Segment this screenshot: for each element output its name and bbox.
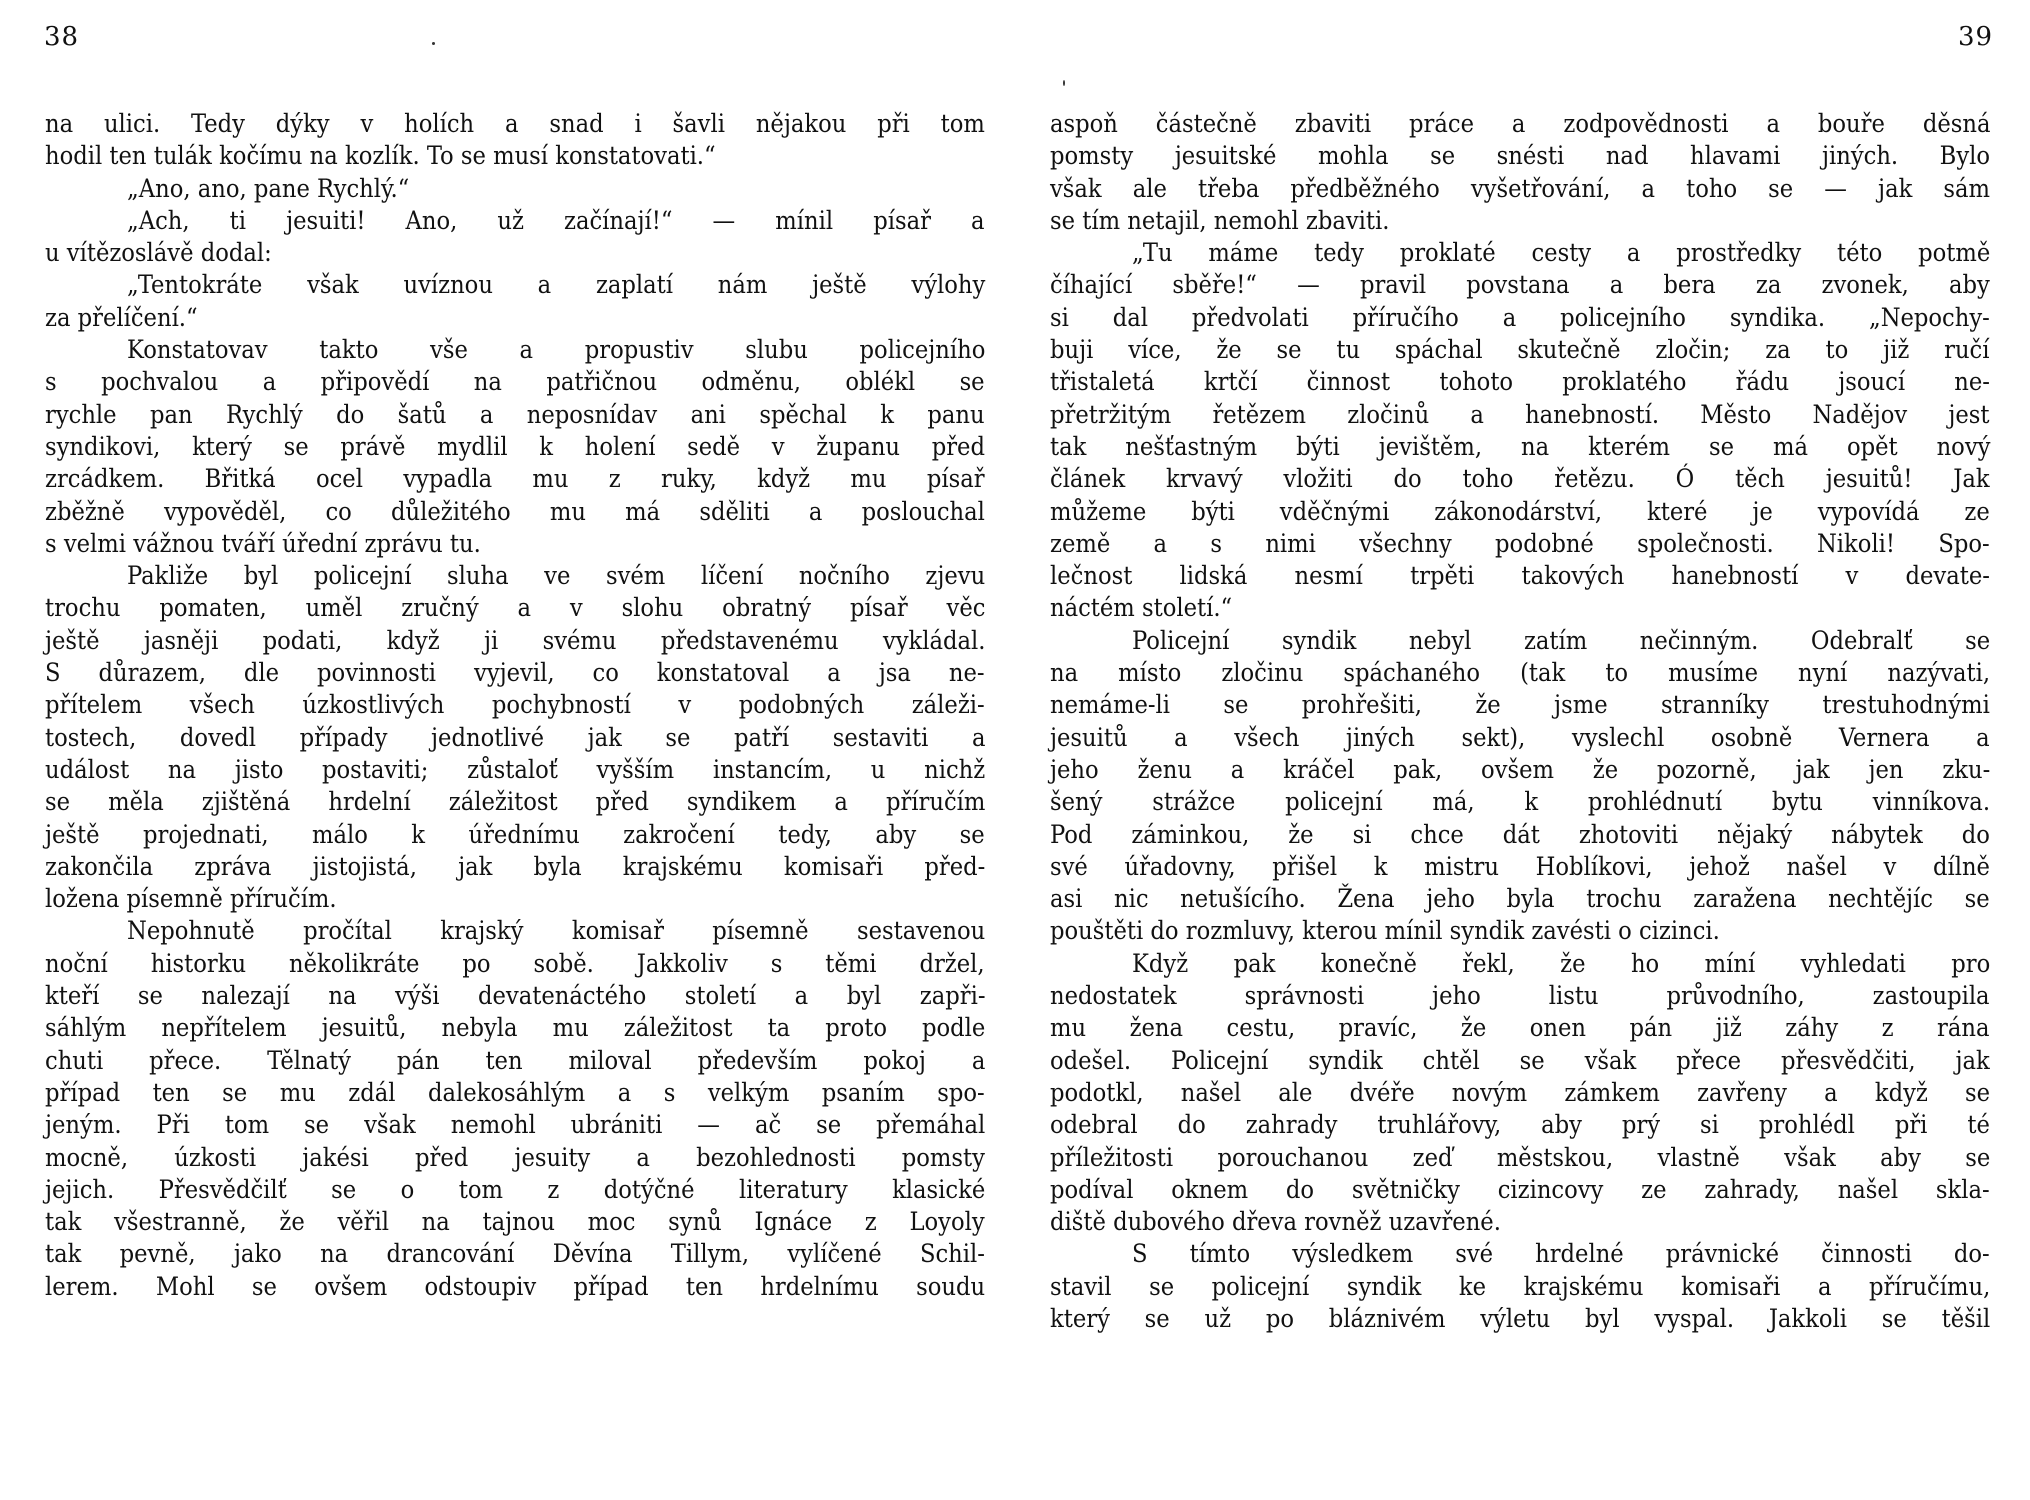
text-line: „Tu máme tedy proklaté cesty a prostředky této potmě — [1132, 238, 1991, 268]
text-line: ještě jasněji podati, když ji svému představenému vykládal. — [45, 625, 986, 655]
text-line: podíval oknem do světničky cizincovy ze zahrady, našel skla- — [1050, 1174, 1990, 1204]
text-line: ještě projednati, málo k úřednímu zakročení tedy, aby se — [45, 819, 985, 849]
text-line: hodil ten tulák kočímu na kozlík. To se musí konstatovati.“ — [45, 141, 716, 171]
text-line: s velmi vážnou tváří úřední zprávu tu. — [45, 528, 481, 558]
print-speck — [432, 42, 435, 45]
text-line: se měla zjištěná hrdelní záležitost před syndikem a příručím — [45, 787, 986, 817]
text-line: stavil se policejní syndik ke krajskému komisaři a příručímu, — [1050, 1271, 1991, 1301]
text-line: náctém století.“ — [1050, 593, 1233, 623]
text-line: Pod záminkou, že si chce dát zhotoviti nějaký nábytek do — [1050, 819, 1990, 849]
text-line: mocně, úzkosti jakési před jesuity a bezohlednosti pomsty — [45, 1142, 985, 1172]
text-line: kteří se nalezají na výši devatenáctého století a byl zapři- — [45, 981, 986, 1011]
text-line: s pochvalou a připovědí na patřičnou odměnu, oblékl se — [45, 367, 985, 397]
text-line: odešel. Policejní syndik chtěl se však přece přesvědčiti, jak — [1050, 1045, 1990, 1075]
left-page-text — [45, 108, 985, 1303]
text-line: přetržitým řetězem zločinů a hanebností. Město Nadějov jest — [1050, 399, 1990, 429]
print-speck — [1063, 80, 1065, 86]
text-line: lerem. Mohl se ovšem odstoupiv případ ten hrdelnímu soudu — [45, 1271, 986, 1301]
text-line: u vítězoslávě dodal: — [45, 238, 272, 268]
text-line: se tím netajil, nemohl zbaviti. — [1050, 205, 1390, 235]
text-line: zrcádkem. Břitká ocel vypadla mu z ruky, když mu písař — [45, 464, 985, 494]
text-line: tak všestranně, že věřil na tajnou moc synů Ignáce z Loyoly — [45, 1207, 985, 1237]
text-line: noční historku několikráte po sobě. Jakkoliv s těmi držel, — [45, 948, 985, 978]
text-line: pomsty jesuitské mohla se snésti nad hlavami jiných. Bylo — [1050, 141, 1991, 171]
text-line: asi nic netušícího. Žena jeho byla trochu zaražena nechtějíc se — [1050, 884, 1990, 914]
text-line: Policejní syndik nebyl zatím nečinným. Odebralť se — [1132, 625, 1991, 655]
text-line: mu žena cestu, pravíc, že onen pán již záhy z rána — [1050, 1013, 1990, 1043]
text-line: zběžně vypověděl, co důležitého mu má sděliti a poslouchal — [45, 496, 985, 526]
text-line: aspoň částečně zbaviti práce a zodpovědnosti a bouře děsná — [1050, 109, 1991, 138]
text-line: číhající sběře!“ — pravil povstana a bera za zvonek, aby — [1050, 270, 1990, 300]
text-line: Konstatovav takto vše a propustiv slubu policejního — [127, 335, 986, 365]
text-line: přítelem všech úzkostlivých pochybností v podobných záleži- — [45, 690, 985, 720]
text-line: diště dubového dřeva rovněž uzavřené. — [1050, 1207, 1501, 1237]
text-line: pouštěti do rozmluvy, kterou mínil syndik zavésti o cizinci. — [1050, 916, 1720, 946]
text-line: sáhlým nepřítelem jesuitů, nebyla mu záležitost ta proto podle — [45, 1013, 986, 1043]
text-line: syndikovi, který se právě mydlil k holení sedě v županu před — [45, 431, 985, 461]
text-line: trochu pomaten, uměl zručný a v slohu obratný písař věc — [45, 593, 986, 623]
text-line: Když pak konečně řekl, že ho míní vyhledati pro — [1132, 948, 1991, 978]
right-page-text — [1050, 108, 1990, 1335]
text-line: Pakliže byl policejní sluha ve svém líčení nočního zjevu — [127, 561, 986, 591]
text-line: za přelíčení.“ — [45, 302, 198, 332]
text-line: podotkl, našel ale dvéře novým zámkem zavřeny a když se — [1050, 1077, 1991, 1107]
text-line: Nepohnutě pročítal krajský komisař písemně sestavenou — [127, 916, 986, 946]
page-number-left: 38 — [44, 22, 80, 52]
text-line: událost na jisto postaviti; zůstaloť vyšším instancím, u nichž — [45, 754, 986, 784]
text-line: „Ach, ti jesuiti! Ano, už začínají!“ — mínil písař a — [127, 205, 985, 235]
text-line: však ale třeba předběžného vyšetřování, a toho se — jak sám — [1050, 173, 1991, 203]
text-line: „Ano, ano, pane Rychlý.“ — [127, 173, 410, 203]
text-line: šený strážce policejní má, k prohlédnutí bytu vinníkova. — [1050, 787, 1991, 817]
text-line: jejich. Přesvědčilť se o tom z dotýčné literatury klasické — [45, 1174, 986, 1204]
text-line: rychle pan Rychlý do šatů a neposnídav ani spěchal k panu — [45, 399, 985, 429]
text-line: na místo zločinu spáchaného (tak to musíme nyní nazývati, — [1050, 658, 1991, 688]
text-line: příležitosti porouchanou zeď městskou, vlastně však aby se — [1050, 1142, 1991, 1172]
text-line: jeným. Při tom se však nemohl ubrániti — ač se přemáhal — [45, 1110, 986, 1140]
text-line: buji více, že se tu spáchal skutečně zločin; za to již ručí — [1050, 335, 1990, 365]
text-line: jesuitů a všech jiných sekt), vyslechl osobně Vernera a — [1050, 722, 1990, 752]
text-line: třistaletá krtčí činnost tohoto proklatého řádu jsoucí ne- — [1050, 367, 1990, 397]
text-line: na ulici. Tedy dýky v holích a snad i šavli nějakou při tom — [45, 109, 985, 138]
text-line: S tímto výsledkem své hrdelné právnické činnosti do- — [1132, 1239, 1990, 1269]
text-line: případ ten se mu zdál dalekosáhlým a s velkým psaním spo- — [45, 1077, 985, 1107]
text-line: tak nešťastným býti jevištěm, na kterém se má opět nový — [1050, 431, 1991, 461]
text-line: odebral do zahrady truhlářovy, aby prý si prohlédl při té — [1050, 1110, 1990, 1140]
text-line: „Tentokráte však uvíznou a zaplatí nám ještě výlohy — [127, 270, 986, 300]
text-line: můžeme býti vděčnými zákonodárství, které je vypovídá ze — [1050, 496, 1990, 526]
text-line: země a s nimi všechny podobné společnosti. Nikoli! Spo- — [1050, 528, 1990, 558]
text-line: zakončila zpráva jistojistá, jak byla krajskému komisaři před- — [45, 851, 986, 881]
text-line: jeho ženu a kráčel pak, ovšem že pozorně, jak jen zku- — [1050, 754, 1991, 784]
text-line: tostech, dovedl případy jednotlivé jak se patří sestaviti a — [45, 722, 986, 752]
text-line: který se už po bláznivém výletu byl vyspal. Jakkoli se těšil — [1050, 1303, 1991, 1333]
text-line: S důrazem, dle povinnosti vyjevil, co konstatoval a jsa ne- — [45, 658, 985, 688]
text-line: nedostatek správnosti jeho listu průvodního, zastoupila — [1050, 981, 1990, 1011]
text-line: nemáme-li se prohřešiti, že jsme stranníky trestuhodnými — [1050, 690, 1990, 720]
text-line: chuti přece. Tělnatý pán ten miloval především pokoj a — [45, 1045, 986, 1075]
page-number-right: 39 — [1958, 22, 1994, 52]
text-line: si dal předvolati příručího a policejního syndika. „Nepochy- — [1050, 302, 1990, 332]
text-line: článek krvavý vložiti do toho řetězu. Ó těch jesuitů! Jak — [1050, 464, 1990, 494]
text-line: lečnost lidská nesmí trpěti takových hanebností v devate- — [1050, 561, 1990, 591]
text-line: tak pevně, jako na drancování Děvína Tillym, vylíčené Schil- — [45, 1239, 985, 1269]
text-line: ložena písemně příručím. — [45, 884, 337, 914]
text-line: své úřadovny, přišel k mistru Hoblíkovi, jehož našel v dílně — [1050, 851, 1990, 881]
